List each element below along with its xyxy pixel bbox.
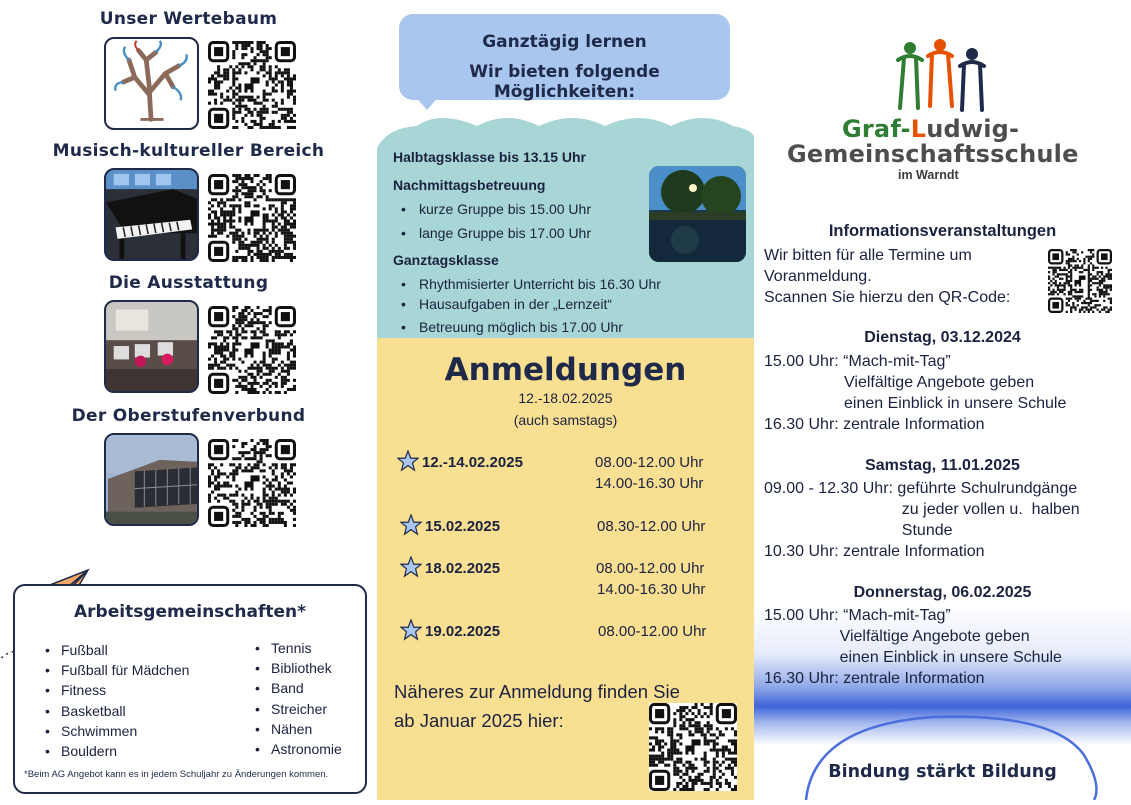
registration-date: 19.02.2025 xyxy=(425,623,501,640)
piano-icon xyxy=(106,170,197,259)
info-text-line: Wir bitten für alle Termine um xyxy=(764,247,972,264)
event-date: Donnerstag, 06.02.2025 xyxy=(853,584,1032,601)
ag-item: • Band xyxy=(251,678,342,698)
registration-time: 14.00-16.30 Uhr xyxy=(595,475,704,492)
option-fullday: Ganztagsklasse xyxy=(393,252,499,268)
registration-more-line: Näheres zur Anmeldung finden Sie xyxy=(394,681,680,702)
ag-box xyxy=(13,584,367,794)
event-line: Vielfältige Angebote geben xyxy=(764,628,1030,645)
ag-item: • Streicher xyxy=(251,699,342,719)
school-name-part-ludwig: Ludwig- xyxy=(910,115,1020,143)
option-fullday-item: • Hausaufgaben in der „Lernzeit“ xyxy=(419,296,612,312)
school-name-line2: Gemeinschaftsschule xyxy=(787,140,1079,168)
section-title-wertebaum: Unser Wertebaum xyxy=(99,9,278,29)
registration-time: 08.30-12.00 Uhr xyxy=(597,518,706,535)
event-line: einen Einblick in unsere Schule xyxy=(764,649,1062,666)
registration-title: Anmeldungen xyxy=(444,352,687,388)
middle-panel xyxy=(377,0,754,800)
building-icon xyxy=(106,435,197,524)
event-line: zu jeder vollen u. halben xyxy=(764,501,1080,518)
option-afternoon: Nachmittagsbetreuung xyxy=(393,177,546,193)
value-tree-image xyxy=(104,37,199,130)
ag-footnote: *Beim AG Angebot kann es in jedem Schuljahr zu Änderungen kommen. xyxy=(24,769,329,780)
bubble-line-2: Wir bieten folgende Möglichkeiten: xyxy=(469,62,660,102)
star-icon xyxy=(400,514,422,536)
ag-list-left xyxy=(41,640,189,761)
school-name-ludwig-rest: udwig- xyxy=(926,115,1020,143)
event-line: Vielfältige Angebote geben xyxy=(764,374,1035,391)
registration-time: 08.00-12.00 Uhr xyxy=(596,560,705,577)
qr-code-oberstufe[interactable] xyxy=(208,439,296,527)
ag-item: • Astronomie xyxy=(251,739,342,759)
registration-more-info xyxy=(394,677,680,735)
event-line: 15.00 Uhr: “Mach-mit-Tag” xyxy=(764,607,951,624)
event-line: 10.30 Uhr: zentrale Information xyxy=(764,543,985,560)
registration-date: 18.02.2025 xyxy=(425,560,501,577)
left-panel xyxy=(0,0,377,800)
info-text-line: Voranmeldung. xyxy=(764,268,872,285)
star-icon xyxy=(400,619,422,641)
tree-icon xyxy=(106,39,197,128)
event-line: 09.00 - 12.30 Uhr: geführte Schulrundgänge xyxy=(764,480,1078,497)
school-name-line1 xyxy=(842,115,1019,143)
school-subtitle: im Warndt xyxy=(898,168,959,182)
ag-item: • Tennis xyxy=(251,638,342,658)
school-name-part-graf: Graf- xyxy=(842,115,911,143)
section-title-oberstufe: Der Oberstufenverbund xyxy=(71,406,306,426)
event-line: 16.30 Uhr: zentrale Information xyxy=(764,670,985,687)
option-afternoon-item: • kurze Gruppe bis 15.00 Uhr xyxy=(419,201,591,217)
ag-item: • Schwimmen xyxy=(41,721,189,741)
section-title-ausstattung: Die Ausstattung xyxy=(108,273,269,293)
motto-text: Bindung stärkt Bildung xyxy=(828,762,1057,782)
section-title-musik: Musisch-kultureller Bereich xyxy=(52,141,325,161)
ag-item: • Fußball xyxy=(41,640,189,660)
ag-item: • Fitness xyxy=(41,680,189,700)
school-logo-icon xyxy=(892,38,988,114)
event-date: Samstag, 11.01.2025 xyxy=(865,457,1020,474)
classroom-image xyxy=(104,300,199,393)
registration-range: 12.-18.02.2025 xyxy=(518,390,613,406)
registration-note: (auch samstags) xyxy=(513,412,618,428)
ag-title: Arbeitsgemeinschaften* xyxy=(74,602,306,622)
pond-icon xyxy=(649,166,746,262)
piano-image xyxy=(104,168,199,261)
ag-item: • Nähen xyxy=(251,719,342,739)
bubble-line-1: Ganztägig lernen xyxy=(482,32,647,52)
event-line: einen Einblick in unsere Schule xyxy=(764,395,1067,412)
building-image xyxy=(104,433,199,526)
event-date: Dienstag, 03.12.2024 xyxy=(864,329,1021,346)
registration-date: 12.-14.02.2025 xyxy=(422,454,523,471)
classroom-icon xyxy=(106,302,197,391)
option-afternoon-item: • lange Gruppe bis 17.00 Uhr xyxy=(419,225,591,241)
info-text-line: Scannen Sie hierzu den QR-Code: xyxy=(764,289,1011,306)
event-line: 16.30 Uhr: zentrale Information xyxy=(764,416,985,433)
star-icon xyxy=(400,556,422,578)
qr-code-registration[interactable] xyxy=(649,703,737,791)
option-fullday-item: • Betreuung möglich bis 17.00 Uhr xyxy=(419,319,623,335)
event-line: Stunde xyxy=(764,522,953,539)
schoolyard-photo xyxy=(649,166,746,262)
registration-date: 15.02.2025 xyxy=(425,518,501,535)
registration-time: 14.00-16.30 Uhr xyxy=(597,581,706,598)
ag-item: • Bibliothek xyxy=(251,658,342,678)
registration-more-line: ab Januar 2025 hier: xyxy=(394,710,564,731)
speech-bubble xyxy=(399,14,730,100)
registration-section xyxy=(377,338,754,800)
qr-code-musik[interactable] xyxy=(208,174,296,262)
option-fullday-item: • Rhythmisierter Unterricht bis 16.30 Uhr xyxy=(419,276,661,292)
ag-item: • Fußball für Mädchen xyxy=(41,660,189,680)
ag-item: • Bouldern xyxy=(41,741,189,761)
right-panel xyxy=(754,0,1131,800)
event-line: 15.00 Uhr: “Mach-mit-Tag” xyxy=(764,353,951,370)
option-halftime: Halbtagsklasse bis 13.15 Uhr xyxy=(393,149,586,165)
ag-list-right xyxy=(251,638,342,759)
qr-code-wertebaum[interactable] xyxy=(208,41,296,129)
registration-time: 08.00-12.00 Uhr xyxy=(595,454,704,471)
qr-code-info[interactable] xyxy=(1048,249,1112,313)
star-icon xyxy=(397,450,419,472)
registration-time: 08.00-12.00 Uhr xyxy=(598,623,707,640)
ag-item: • Basketball xyxy=(41,701,189,721)
bubble-tail xyxy=(415,96,439,110)
qr-code-ausstattung[interactable] xyxy=(208,306,296,394)
info-events-title: Informationsveranstaltungen xyxy=(828,222,1057,240)
